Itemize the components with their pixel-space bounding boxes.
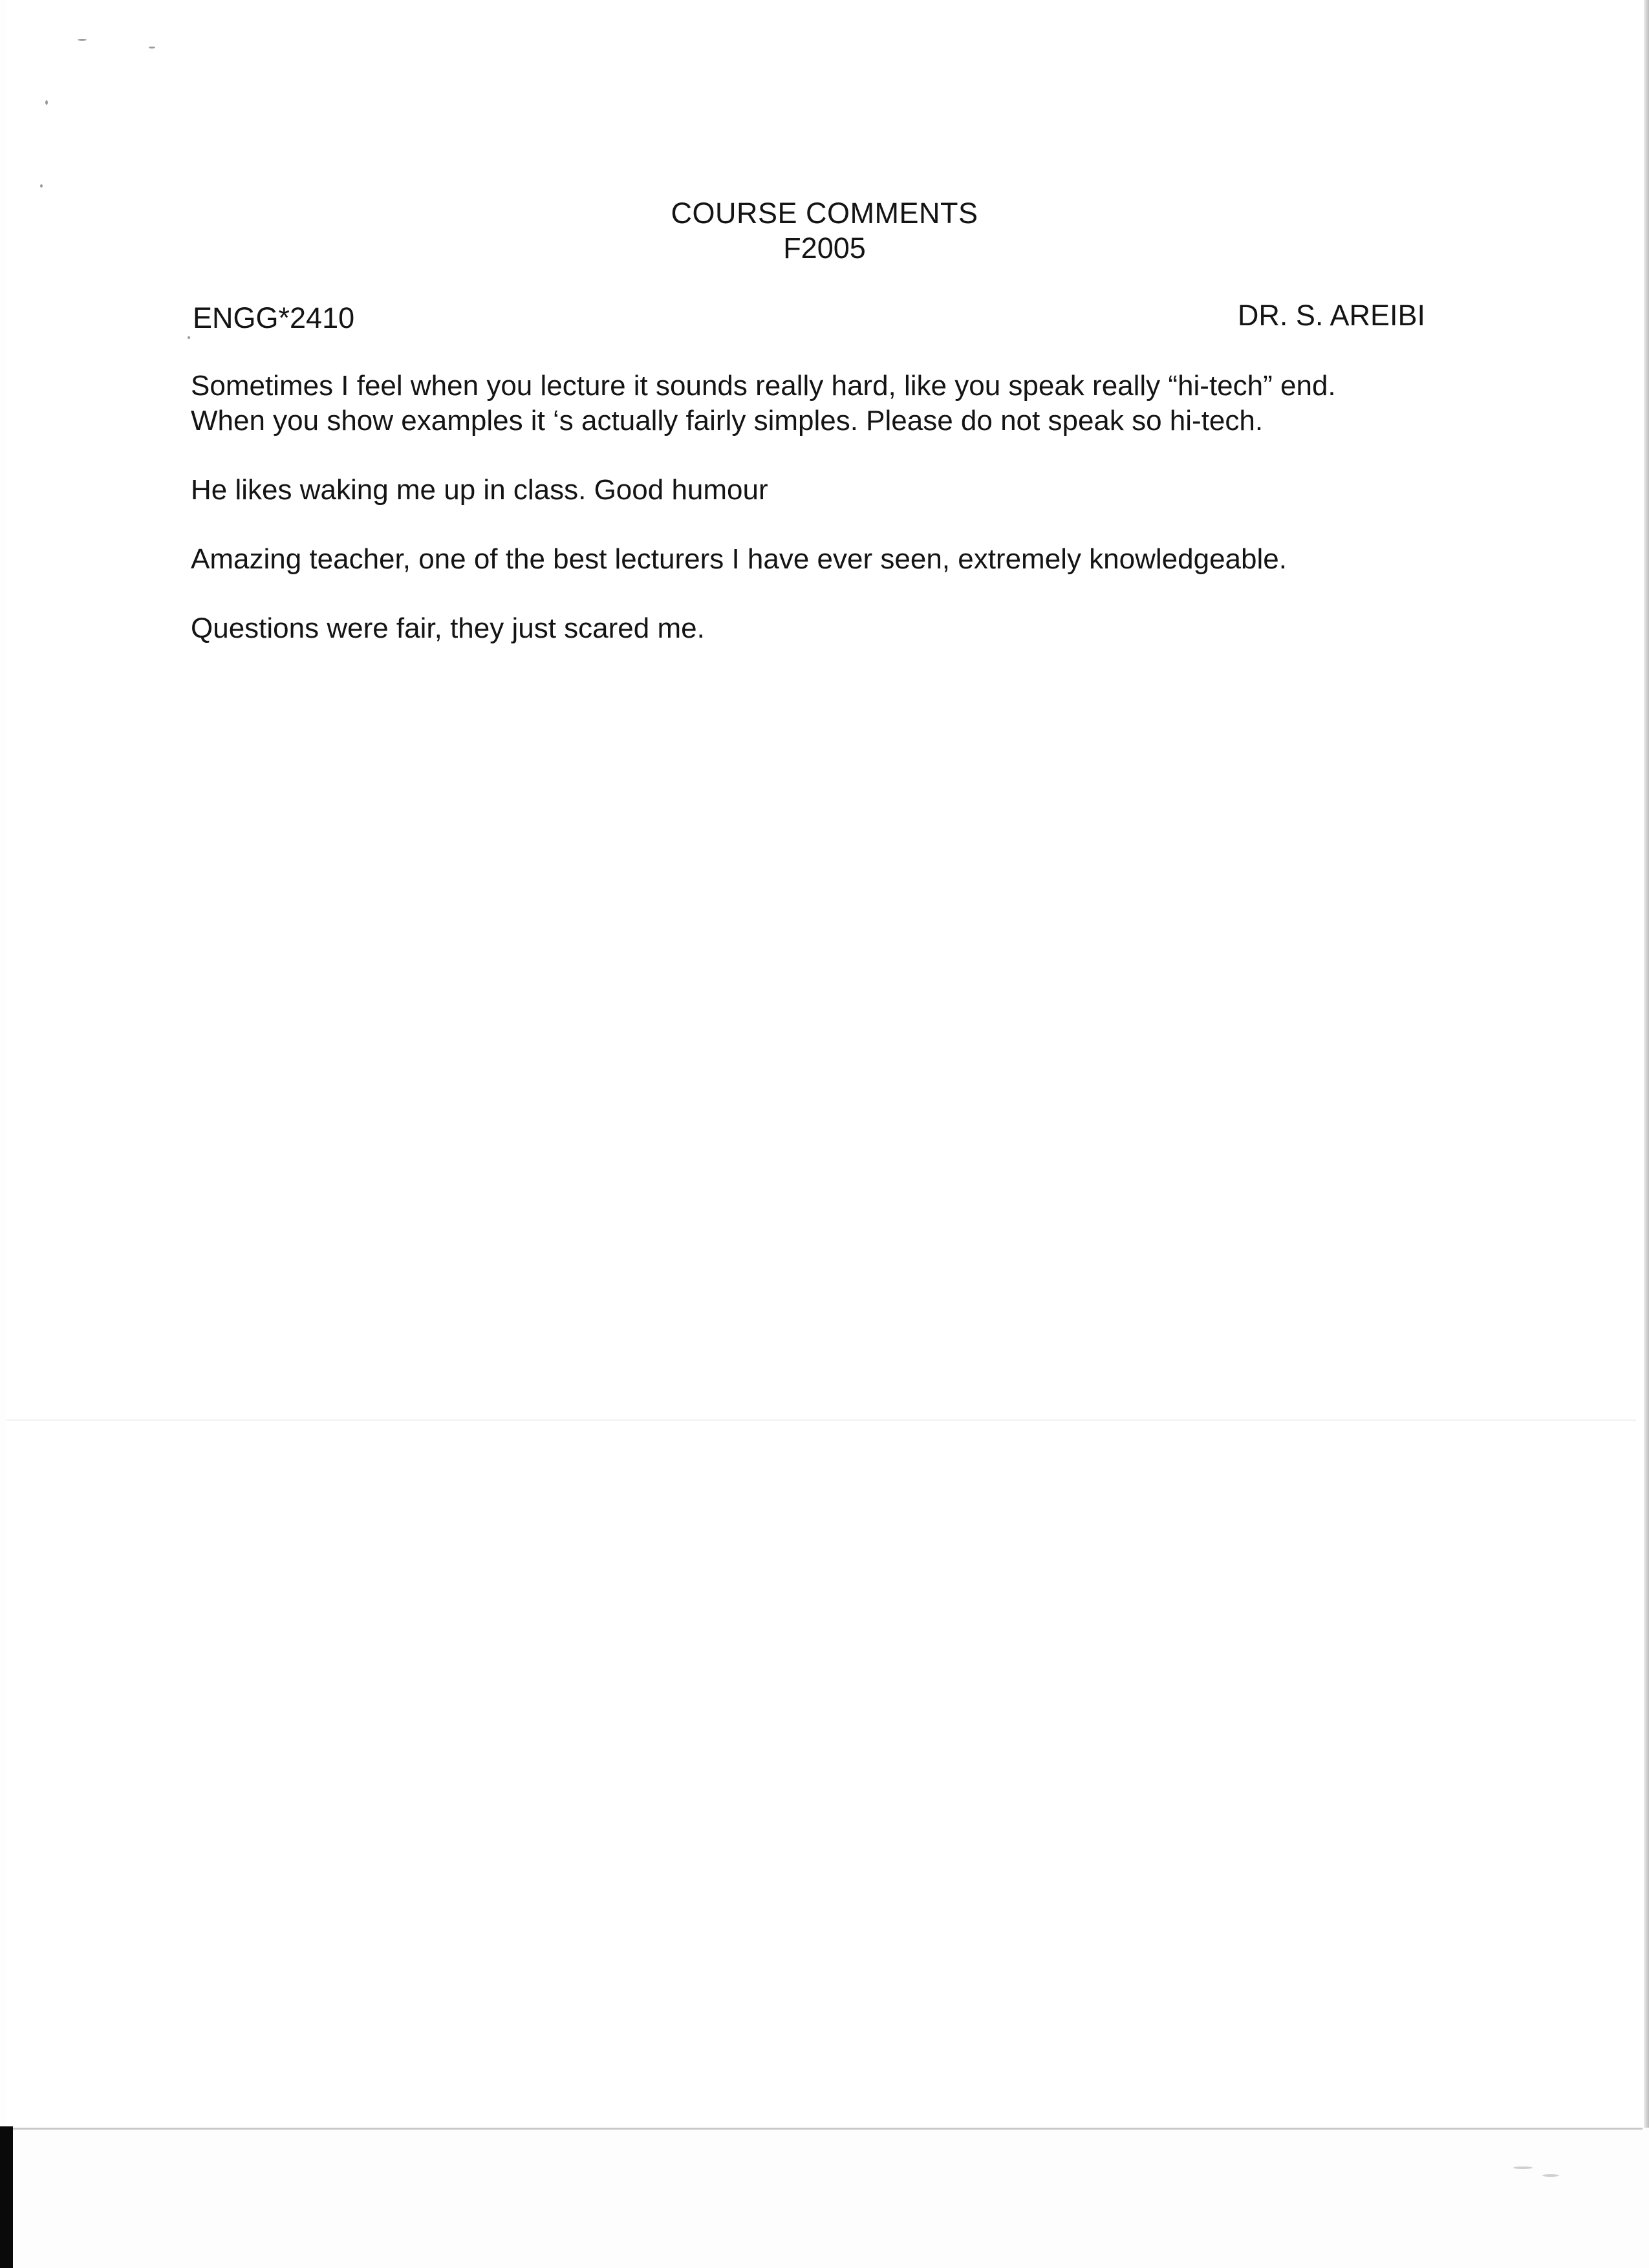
scan-speck <box>45 100 48 105</box>
comment-item <box>191 611 1471 646</box>
scan-speck <box>1542 2174 1559 2177</box>
comment-line: He likes waking me up in class. Good humour <box>191 474 768 506</box>
document-title: COURSE COMMENTS <box>671 197 978 230</box>
comment-line: Sometimes I feel when you lecture it sounds really hard, like you speak really “hi-tech” end. <box>191 370 1336 402</box>
scanner-border <box>0 2126 13 2268</box>
scan-speck <box>78 39 87 41</box>
scan-speck <box>40 184 43 188</box>
instructor-name: DR. S. AREIBI <box>1237 299 1425 332</box>
scan-speck <box>1513 2166 1533 2169</box>
comment-line: When you show examples it ‘s actually fairly simples. Please do not speak so hi-tech. <box>191 405 1264 437</box>
comment-line: Amazing teacher, one of the best lecturers I have ever seen, extremely knowledgeable. <box>191 543 1287 575</box>
comment-item <box>191 473 1471 508</box>
scan-speck <box>188 336 190 339</box>
comments-list <box>191 369 1471 680</box>
scan-edge-shadow <box>1644 0 1649 2128</box>
comment-line: Questions were fair, they just scared me. <box>191 612 705 644</box>
course-code: ENGG*2410 <box>193 301 355 334</box>
paper-fold-line <box>6 1420 1636 1421</box>
comment-item <box>191 369 1471 438</box>
document-term: F2005 <box>783 232 866 265</box>
comment-item <box>191 542 1471 577</box>
scan-speck <box>149 47 155 49</box>
